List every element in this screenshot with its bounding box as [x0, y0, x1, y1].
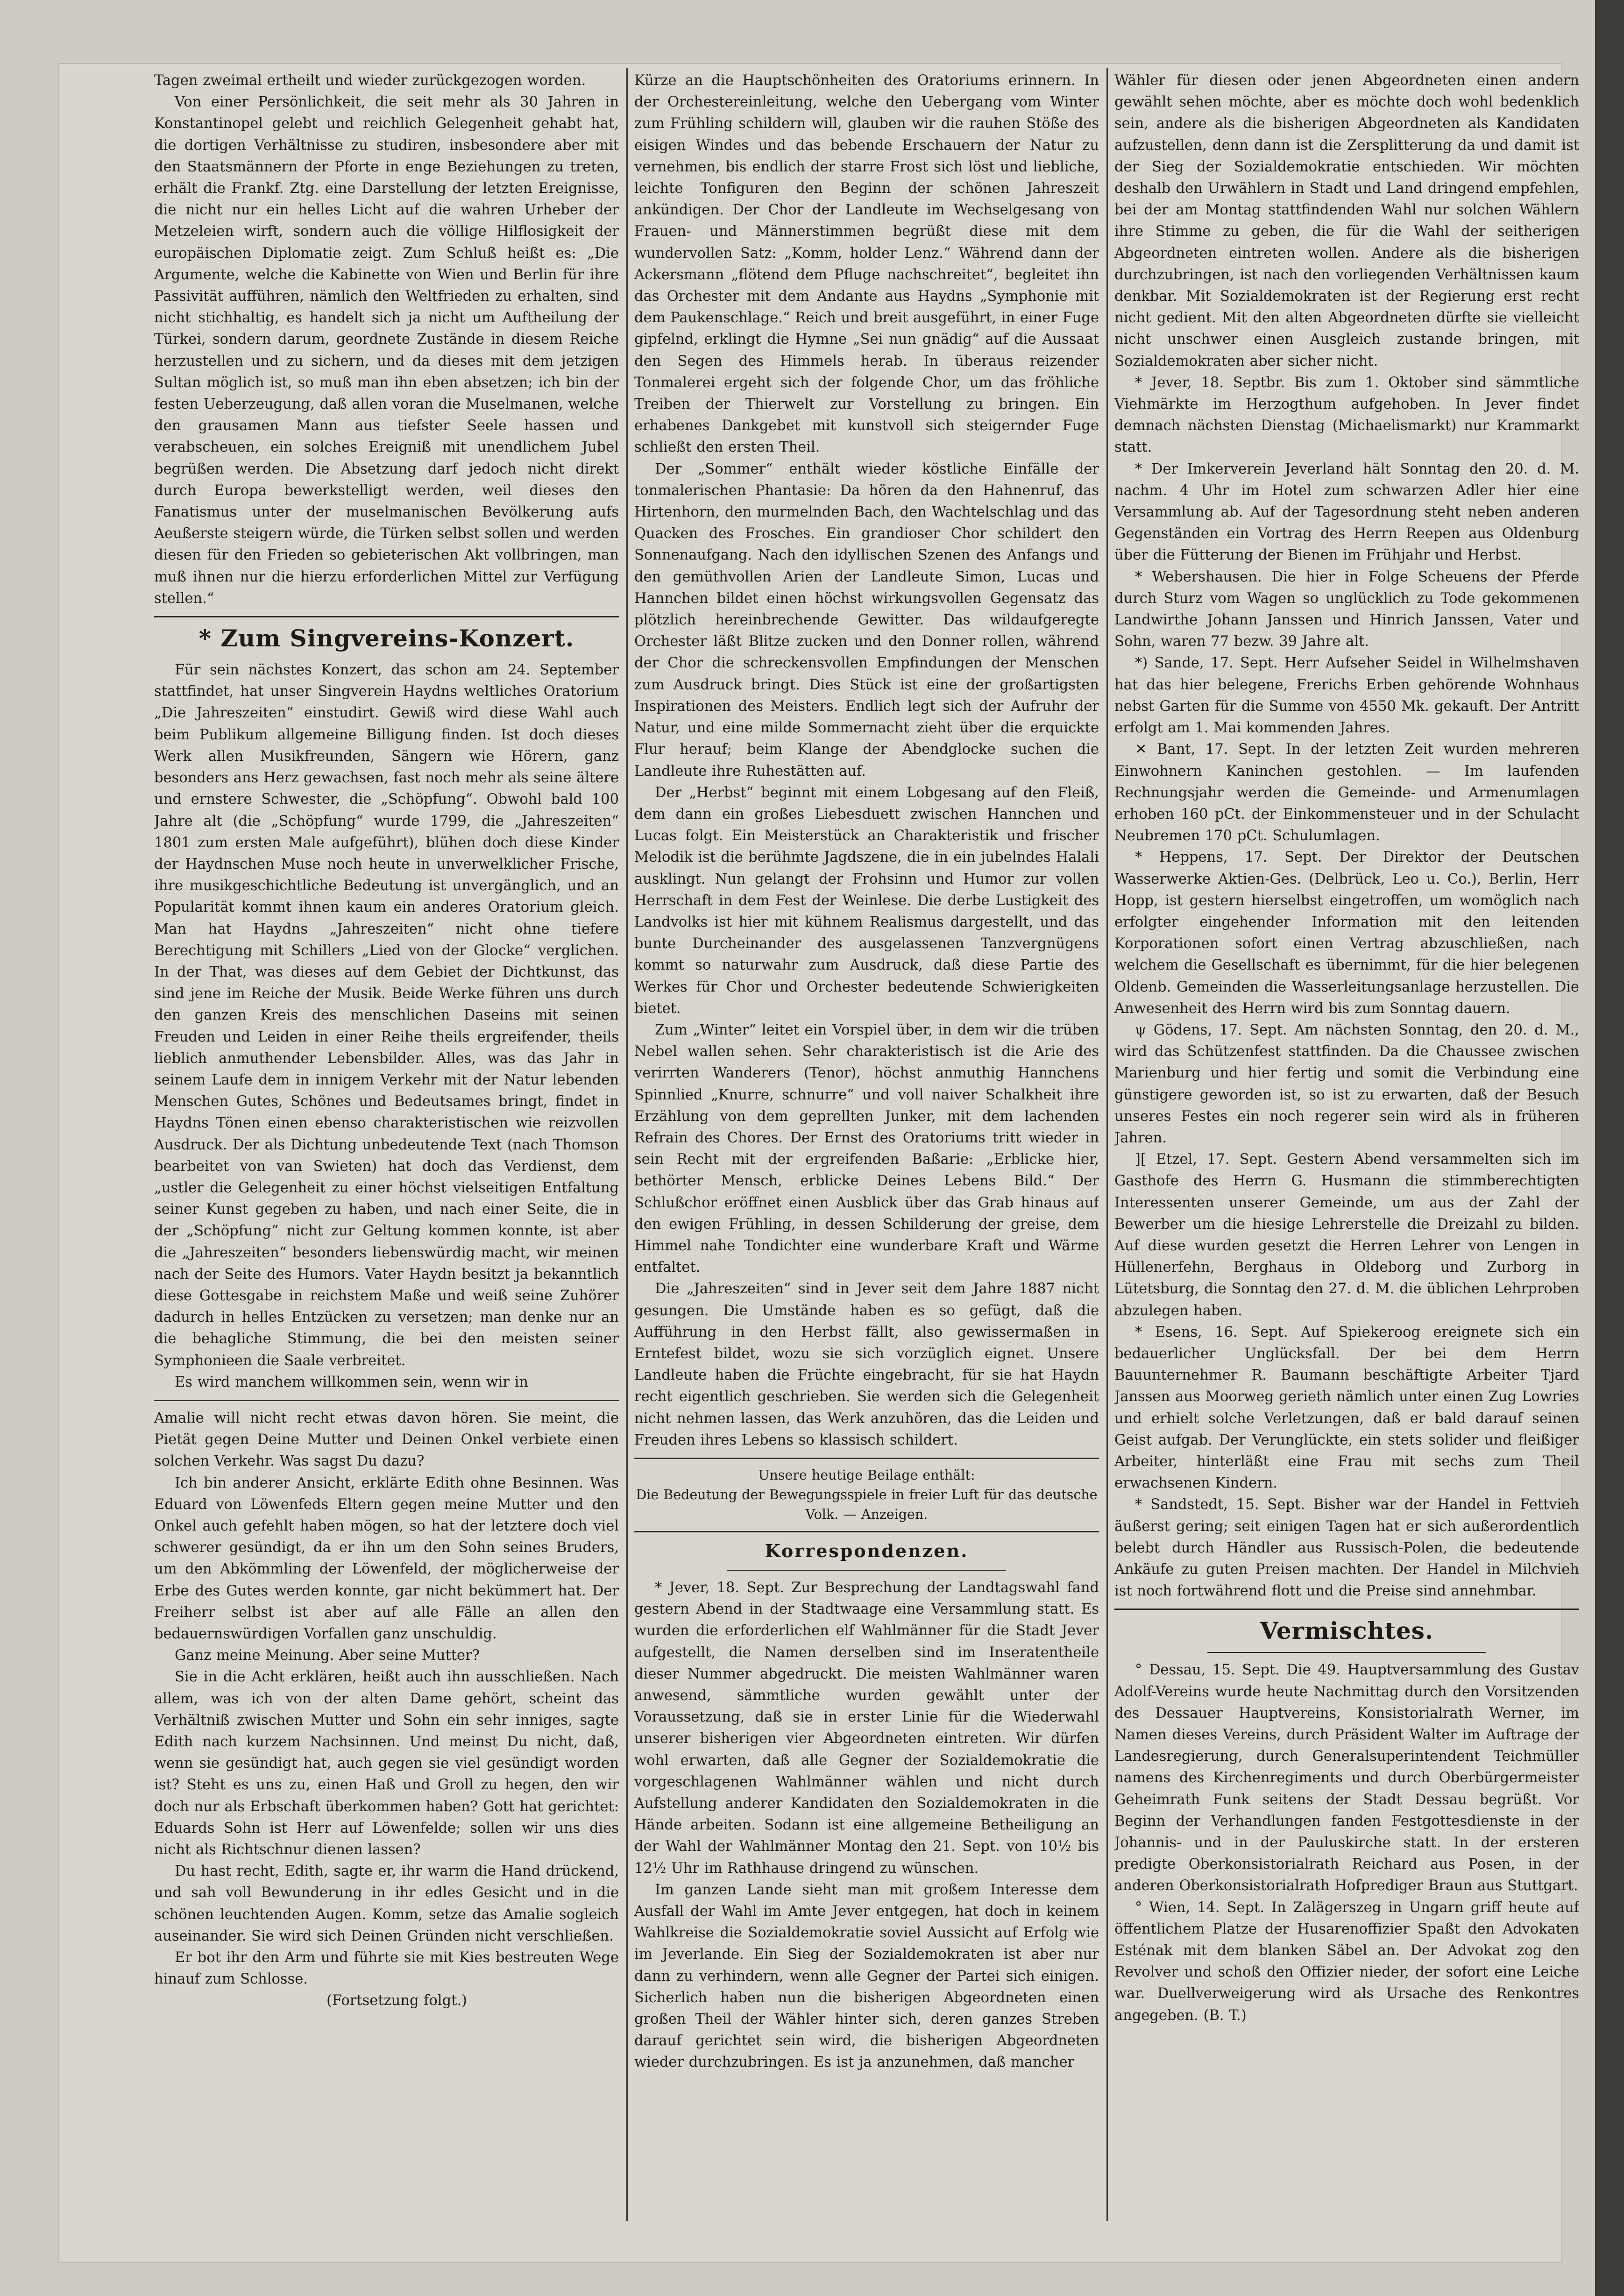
article-singverein-text: Kürze an die Hauptschönheiten des Oratoriums erinnern. In der Orchestereinleitung, welche den Uebergang vom Winter zum Frühling schildern will, glauben wir die rauhen Stöße des eisigen Windes und das bebende Erschauern der Natur zu vernehmen, bis endlich der starre Frost sich löst und liebliche, leichte Tonfiguren den Beginn der schönen Jahreszeit ankündigen. Der Chor der Landleute im Wechselgesang von Frauen- und Männerstimmen begrüßt diese mit dem wundervollen Satz: „Komm, holder Lenz.“ Während dann der Ackersmann „flötend dem Pfluge nachschreitet“, begleitet ihn das Orchester mit dem Andante aus Haydns „Symphonie mit dem Paukenschlage.“ Reich und breit ausgeführt, in einer Fuge gipfelnd, erklingt die Hymne „Sei nun gnädig“ auf die Aussaat den Segen des Himmels herab. In überaus reizender Tonmalerei ergeht sich der folgende Chor, um das fröhliche Treiben der Thierwelt zur Vorstellung zu bringen. Ein erhabenes Dankgebet mit kunstvoll sich steigernder Fuge schließt den ersten Theil. [634, 72, 1099, 456]
news-item-esens: * Esens, 16. Sept. Auf Spiekeroog ereignete sich ein bedauerlicher Unglücksfall. Der bei dem Herrn Bauunternehmer R. Baumann beschäftigte Arbeiter Tjard Janssen aus Moorweg gerieth nämlich unter einen Zug Lowries und erhielt solche Verletzungen, daß er bald darauf seinen Geist aufgab. Der Verunglückte, ein stets solider und fleißiger Arbeiter, hinterläßt eine Frau mit sechs zum Theil erwachsenen Kindern. [1114, 1324, 1579, 1492]
news-item-goedens: ψ Gödens, 17. Sept. Am nächsten Sonntag, den 20. d. M., wird das Schützenfest stattfinden. Da die Chaussee zwischen Marienburg und hier fertig und somit die Verbindung eine günstigere geworden ist, so ist zu erwarten, daß der Besuch unseres Festes ein noch regerer sein wird als in früheren Jahren. [1114, 1021, 1579, 1146]
news-item-etzel: ][ Etzel, 17. Sept. Gestern Abend versammelten sich im Gasthofe des Herrn G. Husmann die stimmberechtigten Interessenten unserer Gemeinde, um aus der Zahl der Bewerber um die hiesige Lehrerstelle die Dreizahl zu bilden. Auf diese wurden gesetzt die Herren Lehrer von Lengen in Hüllenerfehn, Berghaus in Oldeborg und Zurborg in Lütetsburg, die Sonntag den 27. d. M. die üblichen Lehrproben abzulegen haben. [1114, 1151, 1579, 1319]
section-title-vermischtes: Vermischtes. [1260, 1617, 1434, 1645]
article-title-singverein: * Zum Singvereins-Konzert. [199, 624, 574, 652]
novel-paragraph: Du hast recht, Edith, sagte er, ihr warm die Hand drückend, und sah voll Bewunderung in ihr edles Gesicht und in die schönen leuchtenden Augen. Komm, setze das Amalie sogleich auseinander. Sie wird sich Deinen Gründen nicht verschließen. [154, 1863, 619, 1944]
column-right [1114, 70, 1579, 2216]
article-singverein-text: Für sein nächstes Konzert, das schon am 24. September stattfindet, hat unser Singverein Haydns weltliches Oratorium „Die Jahreszeiten“ einstudirt. Gewiß wird diese Wahl auch beim Publikum allgemeine Billigung finden. Ist doch dieses Werk allen Musikfreunden, Sängern wie Hörern, ganz besonders ans Herz gewachsen, fast noch mehr als seine ältere und ernstere Schwester, die „Schöpfung“. Obwohl bald 100 Jahre alt (die „Schöpfung“ wurde 1799, die „Jahreszeiten“ 1801 zum ersten Male aufgeführt), blühen doch diese Kinder der Haydnschen Muse noch heute in unverwelklicher Frische, ihre musikgeschichtliche Bedeutung ist unvergänglich, und an Popularität kommt ihnen kaum ein anderes Oratorium gleich. Man hat Haydns „Jahreszeiten“ nicht ohne tiefere Berechtigung mit Schillers „Lied von der Glocke“ verglichen. In der That, was dieses auf dem Gebiet der Dichtkunst, das sind jene im Reiche der Musik. Beide Werke führen uns durch den ganzen Kreis des menschlichen Daseins mit seinen Freuden und Leiden in einer Reihe theils ergreifender, theils lieblich anmuthender Lebensbilder. Alles, was das Jahr in seinem Laufe dem in innigem Verkehr mit der Natur lebenden Menschen Gutes, Schönes und Bedeutsames bringt, findet in Haydns Tönen einen ebenso charakteristischen wie reizvollen Ausdruck. Der als Dichtung unbedeutende Text (nach Thomson bearbeitet von van Swieten) hat doch das Verdienst, dem „ustler die Gelegenheit zu einer höchst vielseitigen Entfaltung seiner Kunst gegeben zu haben, und nach einer Seite, die in der „Schöpfung“ nicht zur Geltung kommen konnte, ist aber die „Jahreszeiten“ besonders liebenswürdig macht, wir meinen nach der Seite des Humors. Vater Haydn besitzt ja bekanntlich diese Gottesgabe in reichstem Maße und weiß seine Zuhörer dadurch in helles Entzücken zu versetzen; man denke nur an die behagliche Stimmung, die bei den meisten seiner Symphonieen die Saale verbreitet. [154, 662, 619, 1369]
article-singverein-text: Der „Sommer“ enthält wieder köstliche Einfälle der tonmalerischen Phantasie: Da hören da den Hahnenruf, das Hirtenhorn, den murmelnden Bach, den Wachtelschlag und das Quacken des Frosches. Ein grandioser Chor schildert den Sonnenaufgang. Nach den idyllischen Szenen des Anfangs und den gemüthvollen Arien der Landleute Simon, Lucas und Hannchen bildet einen höchst wirkungsvollen Gegensatz das plötzlich hereinbrechende Gewitter. Das wildaufgeregte Orchester läßt Blitze zucken und den Donner rollen, während der Chor die schreckensvollen Empfindungen der Menschen zum Ausdruck bringt. Dies Stück ist eine der großartigsten Inspirationen des Meisters. Endlich legt sich der Aufruhr der Natur, und eine milde Sommernacht zieht über die erquickte Flur herauf; beim Klange der Abendglocke suchen die Landleute ihre Ruhestätten auf. [634, 461, 1099, 780]
supplement-notice-heading: Unsere heutige Beilage enthält: [758, 1467, 975, 1483]
supplement-notice-text: Die Bedeutung der Bewegungsspiele in freier Luft für das deutsche Volk. — Anzeigen. [636, 1487, 1098, 1522]
article-singverein-text: Die „Jahreszeiten“ sind in Jever seit dem Jahre 1887 nicht gesungen. Die Umstände haben es so gefügt, daß die Aufführung in den Herbst fällt, also gewissermaßen in Erntefest bildet, wozu sie sich vorzüglich eignet. Unsere Landleute haben die Früchte eingebracht, für sie hat Haydn recht eigentlich geschrieben. Sie werden sich die Gelegenheit nicht nehmen lassen, das Werk anzuhören, das die Leiden und Freuden ihres Lebens so klassisch schildert. [634, 1281, 1099, 1448]
book-spine-edge [1595, 0, 1624, 2296]
news-item-jever-cont: Wähler für diesen oder jenen Abgeordneten einen andern gewählt sehen möchte, aber es möchte doch wohl bedenklich sein, andere als die bisherigen Abgeordneten als Kandidaten aufzustellen, denn dann ist die Zersplitterung da und damit ist der Sieg der Sozialdemokratie entschieden. Wir möchten deshalb den Urwählern in Stadt und Land dringend empfehlen, bei der am Montag stattfindenden Wahl nur solchen Wählern ihre Stimme zu geben, die für die Wahl der seitherigen Abgeordneten eintreten wollen. Andere als die bisherigen durchzubringen, ist nach den vorliegenden Verhältnissen kaum denkbar. Mit Sozialdemokraten ist der Regierung erst recht nicht gedient. Mit den alten Abgeordneten dürfte sie vielleicht nicht unschwer einen Ausgleich zustande bringen, mit Sozialdemokraten aber sicher nicht. [1114, 72, 1579, 369]
article-singverein-cont: Es wird manchem willkommen sein, wenn wir in [175, 1374, 529, 1390]
news-item-dessau: ° Dessau, 15. Sept. Die 49. Hauptversammlung des Gustav Adolf-Vereins wurde heute Nachmittag durch den Vorsitzenden des Dessauer Hauptvereins, Konsistorialrath Werner, im Namen dieses Vereins, durch Präsident Walter im Auftrage der Landesregierung, durch Generalsuperintendent Teichmüller namens des Kirchenregiments und durch Oberbürgermeister Geheimrath Funk seitens der Stadt Dessau begrüßt. Vor Beginn der Verhandlungen fanden Festgottesdienste in der Johannis- und in der Pauluskirche statt. In der ersteren predigte Oberkonsistorialrath Reichard aus Posen, in der anderen Oberkonsistorialrath Hofprediger Braun aus Stuttgart. [1114, 1662, 1579, 1894]
feuilleton-rule [154, 1400, 619, 1401]
news-item-heppens: * Heppens, 17. Sept. Der Direktor der Deutschen Wasserwerke Aktien-Ges. (Delbrück, Leo u. Co.), Berlin, Herr Hopp, ist gestern hierselbst eingetroffen, um womöglich nach erfolgter eingehender Information mit den leitenden Korporationen sofort einen Vertrag abzuschließen, nach welchem die Gesellschaft es übernimmt, für die hier belegenen Oldenb. Gemeinden die Wasserleitungsanlage herzustellen. Die Anwesenheit des Herrn wird bis zum Sonntag dauern. [1114, 849, 1579, 1017]
article-turkey-text: Von einer Persönlichkeit, die seit mehr als 30 Jahren in Konstantinopel gelebt und reichlich Gelegenheit gehabt hat, die dortigen Verhältnisse zu studiren, insbesondere aber mit den Staatsmännern der Pforte in enge Beziehungen zu treten, erhält die Frankf. Ztg. eine Darstellung der letzten Ereignisse, die nicht nur ein helles Licht auf die wahren Urheber der Metzeleien wirft, sondern auch die völlige Hilflosigkeit der europäischen Diplomatie zeigt. Zum Schluß heißt es: „Die Argumente, welche die Kabinette von Wien und Berlin für ihre Passivität aufführen, nämlich den Weltfrieden zu erhalten, sind nicht stichhaltig, es handelt sich ja nicht um Auftheilung der Türkei, sondern darum, geordnete Zustände in diesem Reiche herzustellen und zu sichern, und da dieses mit dem jetzigen Sultan möglich ist, so muß man ihn eben absetzen; ich bin der festen Ueberzeugung, daß allen voran die Muselmanen, welche den grausamen Mann aus tiefster Seele hassen und verabscheuen, ein solches Ereigniß mit unendlichem Jubel begrüßen werden. Die Absetzung darf jedoch nicht direkt durch Europa bewerkstelligt werden, weil dieses den Fanatismus unter der muselmanischen Bevölkerung aufs Aeußerste steigern würde, die Türken selbst sollen und werden diesen für den Frieden so gebieterischen Akt vollbringen, man muß ihnen nur die hierzu erforderlichen Mittel zur Verfügung stellen.“ [154, 94, 619, 607]
news-item-wien: ° Wien, 14. Sept. In Zalägerszeg in Ungarn griff heute auf öffentlichem Platze der Husarenoffizier Spaßt den Advokaten Esténak mit dem blanken Säbel an. Der Advokat zog den Revolver und schoß den Offizier nieder, der sofort eine Leiche war. Duellverweigerung wird als Ursache des Renkontres angegeben. (B. T.) [1114, 1899, 1579, 2024]
section-rule [154, 616, 619, 617]
news-item-jever-cont: Im ganzen Lande sieht man mit großem Interesse dem Ausfall der Wahl im Amte Jever entgegen, hat doch in keinem Wahlkreise die Sozialdemokratie soviel Aussicht auf Erfolg wie im Jeverlande. Ein Sieg der Sozialdemokraten ist aber nur dann zu verhindern, wenn alle Gegner der Partei sich einigen. Sicherlich haben nun die bisherigen Abgeordneten einen großen Theil der Wähler hinter sich, deren ganzes Streben darauf gerichtet sein wird, die bisherigen Abgeordneten wieder durchzubringen. Es ist ja anzunehmen, daß mancher [634, 1881, 1099, 2071]
column-divider [626, 68, 628, 2221]
section-rule [634, 1531, 1099, 1532]
news-item-webershausen: * Webershausen. Die hier in Folge Scheuens der Pferde durch Sturz vom Wagen so unglücklich zu Tode gekommenen Landwirthe Johann Janssen und Hinrich Janssen, Vater und Sohn, waren 77 bezw. 39 Jahre alt. [1114, 568, 1579, 650]
novel-paragraph: Er bot ihr den Arm und führte sie mit Kies bestreuten Wege hinauf zum Schlosse. [154, 1949, 619, 1988]
news-item-jever: * Jever, 18. Sept. Zur Besprechung der Landtagswahl fand gestern Abend in der Stadtwaage eine Versammlung statt. Es wurden die erforderlichen elf Wahlmänner für die Stadt Jever aufgestellt, die Namen derselben sind im Inseratentheile dieser Nummer abgedruckt. Die meisten Wahlmänner waren anwesend, sämmtliche wurden gewählt unter der Voraussetzung, daß sie in erster Linie für die Wiederwahl unserer bisherigen vier Abgeordneten eintreten. Wir dürfen wohl erwarten, daß alle Gegner der Sozialdemokratie die vorgeschlagenen Wahlmänner wählen und nicht durch Aufstellung anderer Kandidaten den Sozialdemokraten in die Hände arbeiten. Sodann ist eine allgemeine Betheiligung an der Wahl der Wahlmänner Montag den 21. Sept. von 10½ bis 12½ Uhr im Rathhause dringend zu wünschen. [634, 1580, 1099, 1877]
news-item-imkerverein: * Der Imkerverein Jeverland hält Sonntag den 20. d. M. nachm. 4 Uhr im Hotel zum schwarzen Adler hier eine Versammlung ab. Auf der Tagesordnung steht neben anderen Gegenständen ein Vortrag des Herrn Reepen aus Oldenburg über die Fütterung der Bienen im Frühjahr und Herbst. [1114, 461, 1579, 564]
section-rule [634, 1458, 1099, 1459]
novel-paragraph: Sie in die Acht erklären, heißt auch ihn ausschließen. Nach allem, was ich von der alten Dame gehört, scheint das Verhältniß zwischen Mutter und Sohn ein sehr inniges, sagte Edith nach kurzem Nachsinnen. Und meinst Du nicht, daß, wenn sie gesündigt hat, auch gegen sie viel gesündigt worden ist? Steht es uns zu, einen Haß und Groll zu hegen, den wir doch nur als Erbschaft überkommen haben? Gott hat gerichtet: Eduards Sohn ist Herr auf Löwenfelde; sollen wir uns dies nicht als Richtschnur dienen lassen? [154, 1669, 619, 1858]
column-left [154, 70, 619, 2216]
novel-paragraph: Ganz meine Meinung. Aber seine Mutter? [175, 1647, 480, 1664]
novel-paragraph: Amalie will nicht recht etwas davon hören. Sie meint, die Pietät gegen Deine Mutter und Deinen Onkel verbiete einen solchen Verkehr. Was sagst Du dazu? [154, 1410, 619, 1470]
section-rule [1114, 1609, 1579, 1610]
article-singverein-text: Zum „Winter“ leitet ein Vorspiel über, in dem wir die trüben Nebel wallen sehen. Sehr charakteristisch ist die Arie des verirrten Wanderers (Tenor), höchst anmuthig Hannchens Spinnlied „Knurre, schnurre“ und voll naiver Schalkheit ihre Erzählung von dem geprellten Junker, mit dem lachenden Refrain des Chores. Der Ernst des Oratoriums tritt wieder in sein Recht mit der ergreifenden Baßarie: „Erblicke hier, bethörter Mensch, erblicke Deines Lebens Bild.“ Der Schlußchor eröffnet einen Ausblick über das Grab hinaus auf den ewigen Frühling, in dessen Schilderung der greise, dem Himmel nahe Tondichter eine wunderbare Kraft und Wärme entfaltet. [634, 1021, 1099, 1276]
article-end-turkey-intro: Tagen zweimal ertheilt und wieder zurückgezogen worden. [154, 72, 586, 89]
title-underline [727, 1570, 1006, 1571]
news-item-sandstedt: * Sandstedt, 15. Sept. Bisher war der Handel in Fettvieh äußerst gering; seit einigen Tagen hat er sich außerordentlich belebt durch Händler aus Russisch-Polen, die bedeutende Ankäufe zu guten Preisen machten. Der Handel in Milchvieh ist noch fortwährend flott und die Preise sind annehmbar. [1114, 1496, 1579, 1600]
title-underline [1207, 1652, 1486, 1653]
column-middle [634, 70, 1099, 2216]
news-item-sande: *) Sande, 17. Sept. Herr Aufseher Seidel in Wilhelmshaven hat das hier belegene, Frerichs Erben gehörende Wohnhaus nebst Garten für die Summe von 4550 Mk. gekauft. Der Antritt erfolgt am 1. Mai kommenden Jahres. [1114, 655, 1579, 737]
article-singverein-text: Der „Herbst“ beginnt mit einem Lobgesang auf den Fleiß, dem dann ein großes Liebesduett zwischen Hannchen und Lucas folgt. Ein Meisterstück an Charakteristik und frischer Melodik ist die berühmte Jagdszene, die in ein jubelndes Halali ausklingt. Nun gelangt der Frohsinn und Humor zur vollen Herrschaft in dem Fest der Weinlese. Die derbe Lustigkeit des Landvolks ist hier mit kühnem Realismus dargestellt, und das bunte Durcheinander des ausgelassenen Tanzvergnügens kommt so naturwahr zum Ausdruck, daß diese Partie des Werkes für Chor und Orchester bedeutende Schwierigkeiten bietet. [634, 784, 1099, 1017]
column-divider [1106, 68, 1108, 2221]
news-item-bant: ✕ Bant, 17. Sept. In der letzten Zeit wurden mehreren Einwohnern Kaninchen gestohlen. — Im laufenden Rechnungsjahr werden die Gemeinde- und Armenumlagen erhoben 160 pCt. der Einkommensteuer und in der Schulacht Neubremen 170 pCt. Schulumlagen. [1114, 741, 1579, 844]
continuation-note: (Fortsetzung folgt.) [326, 1992, 467, 2009]
novel-paragraph: Ich bin anderer Ansicht, erklärte Edith ohne Besinnen. Was Eduard von Löwenfeds Eltern gegen meine Mutter und den Onkel auch gefehlt haben mögen, so hat der letztere doch viel schwerer gesündigt, da er ihn um den Sohn seines Bruders, um den Abkömmling der Löwenfeld, der möglicherweise der Erbe des Gutes werden konnte, gar nicht bekümmert hat. Der Freiherr selbst ist aber auf alle Fälle an allen den bedauernswürdigen Vorfallen ganz unschuldig. [154, 1474, 619, 1643]
section-title-korrespondenzen: Korrespondenzen. [765, 1540, 969, 1561]
news-item-jever-viehmarkt: * Jever, 18. Septbr. Bis zum 1. Oktober sind sämmtliche Viehmärkte im Herzogthum aufgehoben. In Jever findet demnach nächsten Dienstag (Michaelismarkt) nur Krammarkt statt. [1114, 374, 1579, 456]
